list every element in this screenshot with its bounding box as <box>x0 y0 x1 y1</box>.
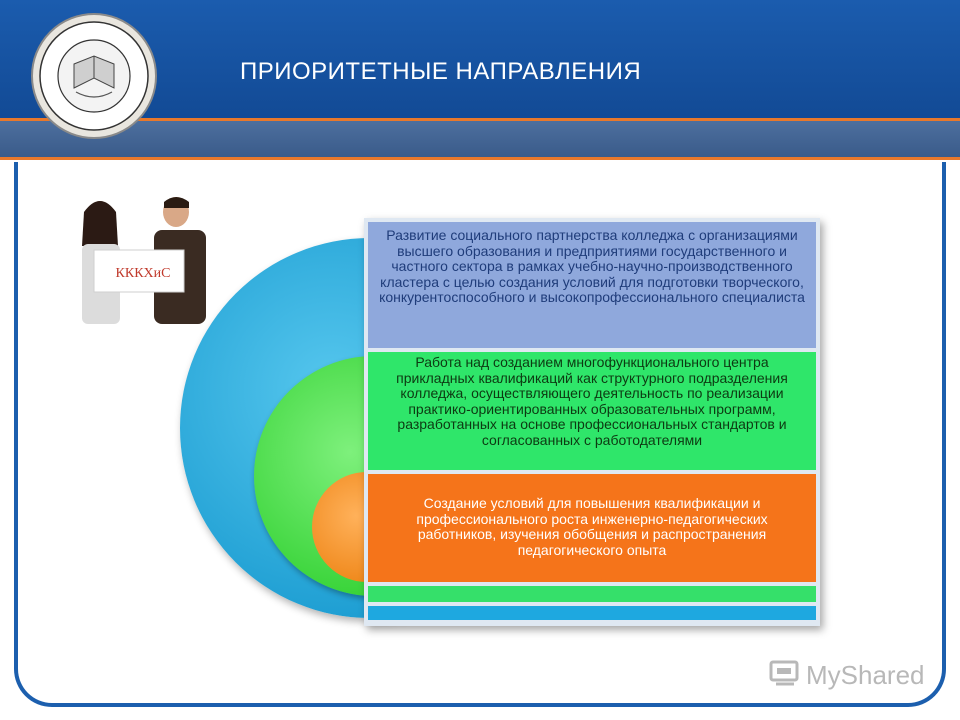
panel-green-strip <box>368 586 816 602</box>
college-seal-logo <box>30 12 158 140</box>
panel-blue-strip <box>368 606 816 620</box>
watermark-text: MyShared <box>806 660 925 690</box>
students-photo <box>64 190 220 324</box>
direction-box-partnership: Развитие социального партнерства колледжа с организациями высшего образования и предприятиями государственного и частного сектора в рамках учебно-научно-производственного кластера с целью создания условий для подготовки творческого, конкурентоспособного и высокопрофессионального специалиста <box>368 222 816 348</box>
directions-panel <box>364 218 820 626</box>
page-title: ПРИОРИТЕТНЫЕ НАПРАВЛЕНИЯ <box>240 58 642 85</box>
photo-sign-text: КККХиС <box>115 266 171 281</box>
direction-box-staff-development: Создание условий для повышения квалификации и профессионального роста инженерно-педагогических работников, изучения обобщения и распространения педагогического опыта <box>368 474 816 582</box>
direction-box-qualification-center: Работа над созданием многофункционального центра прикладных квалификаций как структурного подразделения колледжа, осуществляющего деятельность по реализации практико-ориентированных образовательных программ, разработанных на основе профессиональных стандартов и согласованных с работодателями <box>368 352 816 470</box>
